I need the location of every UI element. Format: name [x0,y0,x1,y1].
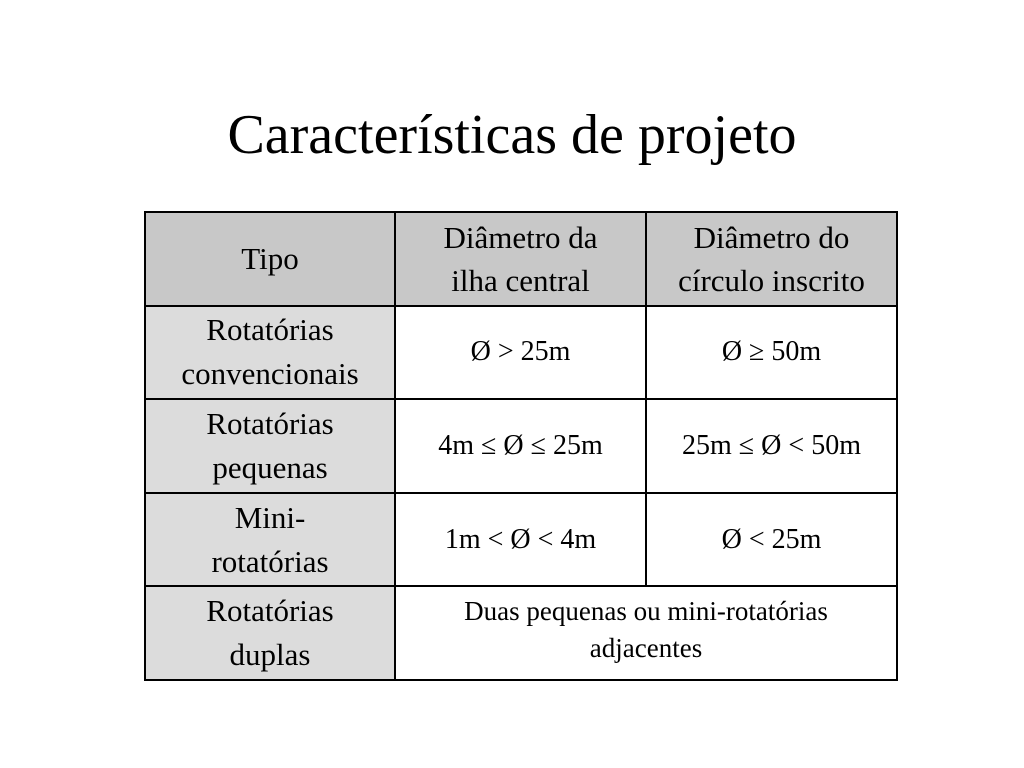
row-type-line-2: pequenas [212,449,328,485]
row-type-cell [145,586,395,680]
ilha-value-cell: Ø > 25m [395,306,646,400]
table-header-row [145,212,897,306]
row-type-line-1: Mini- [234,499,306,535]
header-diametro-ilha [395,212,646,306]
ilha-value-cell: 1m < Ø < 4m [395,493,646,587]
merged-value-line-1: Duas pequenas ou mini-rotatórias [464,596,828,627]
header-diametro-circulo [646,212,897,306]
row-type-line-1: Rotatórias [206,405,334,441]
merged-value-line-2: adjacentes [589,633,703,664]
header-diametro-circulo-line-2: círculo inscrito [678,262,865,298]
header-diametro-circulo-line-1: Diâmetro do [693,219,850,255]
table-row [145,586,897,680]
header-diametro-ilha-line-2: ilha central [451,262,590,298]
circulo-value-cell: 25m ≤ Ø < 50m [646,399,897,493]
row-type-line-2: duplas [229,637,311,673]
row-type-line-1: Rotatórias [206,312,334,348]
row-type-line-2: convencionais [181,356,359,392]
header-tipo-label: Tipo [241,241,299,277]
circulo-value-cell: Ø < 25m [646,493,897,587]
table-row [145,399,897,493]
row-type-cell [145,493,395,587]
row-type-cell [145,306,395,400]
row-type-line-2: rotatórias [211,543,329,579]
merged-value-cell [395,586,897,680]
table-row [145,306,897,400]
header-tipo [145,212,395,306]
slide-title: Características de projeto [227,104,797,166]
circulo-value-cell: Ø ≥ 50m [646,306,897,400]
row-type-line-1: Rotatórias [206,593,334,629]
row-type-cell [145,399,395,493]
header-diametro-ilha-line-1: Diâmetro da [443,219,598,255]
design-characteristics-table [144,211,898,681]
table-row [145,493,897,587]
ilha-value-cell: 4m ≤ Ø ≤ 25m [395,399,646,493]
